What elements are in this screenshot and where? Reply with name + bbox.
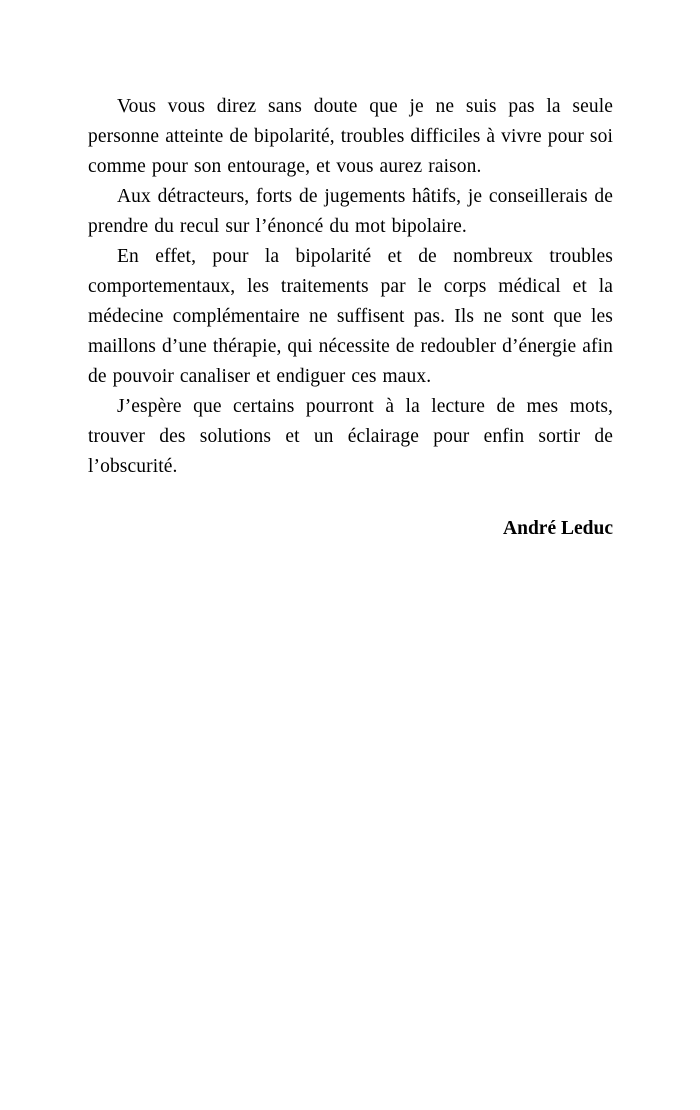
author-signature: André Leduc <box>503 518 613 539</box>
paragraph-3: En effet, pour la bipolarité et de nombreux troubles comportementaux, les traitements par le corps médical et la médecine complémentaire ne suffisent pas. Ils ne sont que les maillons d’une thérapie, qui nécessite de redoubler d’énergie afin de pouvoir canaliser et endiguer ces maux. <box>88 246 613 387</box>
paragraph-4: J’espère que certains pourront à la lecture de mes mots, trouver des solutions et un éclairage pour enfin sortir de l’obscurité. <box>88 396 613 477</box>
paragraph-2: Aux détracteurs, forts de jugements hâtifs, je conseillerais de prendre du recul sur l’énoncé du mot bipolaire. <box>88 186 613 237</box>
paragraph-1: Vous vous direz sans doute que je ne suis pas la seule personne atteinte de bipolarité, troubles difficiles à vivre pour soi comme pour son entourage, et vous aurez raison. <box>88 96 613 177</box>
page-body-text <box>88 92 613 482</box>
